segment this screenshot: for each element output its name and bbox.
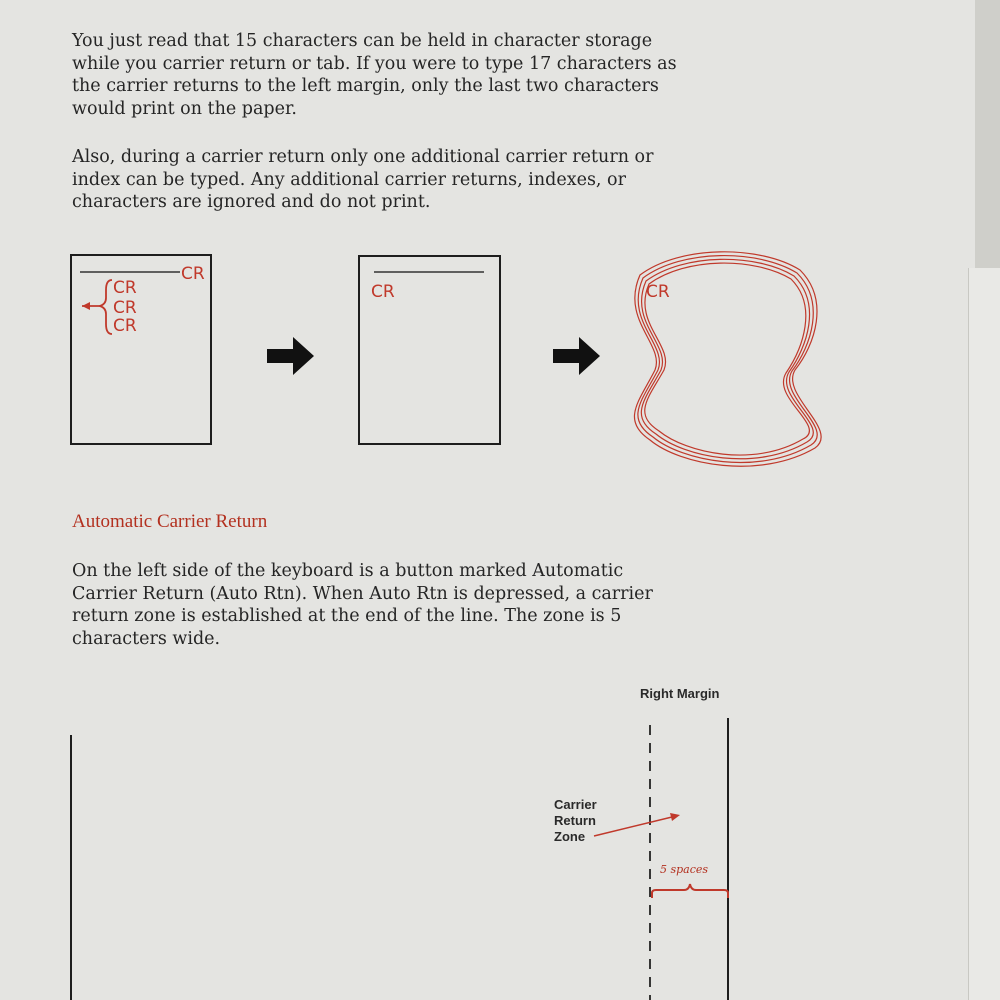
zone-label-line-1: Carrier — [554, 797, 597, 812]
zone-label-line-3: Zone — [554, 829, 586, 844]
section-heading: Automatic Carrier Return — [72, 511, 268, 532]
cr-label-stack-2: CR — [113, 298, 137, 318]
paragraph-character-storage: You just read that 15 characters can be held in character storage while you carrier return or tab. If you were to type 17 characters as the carrier returns to the left margin, only the last two characters would print on the paper. — [72, 31, 677, 119]
cr-label-stack-1: CR — [113, 278, 137, 298]
carrier-return-zone-label — [554, 797, 597, 845]
brace-icon — [100, 280, 112, 334]
right-arrow-icon-1 — [267, 337, 314, 375]
spaces-note: 5 spaces — [660, 863, 709, 876]
right-margin-label: Right Margin — [640, 686, 720, 701]
left-arrow-icon — [82, 302, 90, 310]
right-arrow-icon-2 — [553, 337, 600, 375]
cr-label-page-3: CR — [646, 282, 670, 302]
zone-width-brace-icon — [652, 884, 728, 898]
zone-pointer-line — [594, 817, 672, 836]
cr-label-stack-3: CR — [113, 316, 137, 336]
cr-label-top: CR — [181, 264, 205, 284]
paragraph-auto-return: On the left side of the keyboard is a button marked Automatic Carrier Return (Auto Rtn). When Auto Rtn is depressed, a carrier return zone is established at the end of the line. The zone is 5 characters wide. — [72, 561, 653, 649]
zone-pointer-arrow-icon — [670, 813, 680, 821]
paragraph-carrier-return-limit: Also, during a carrier return only one additional carrier return or index can be typed. Any additional carrier returns, indexes, or characters are ignored and do not print. — [72, 147, 654, 212]
cr-label-page-2: CR — [371, 282, 395, 302]
zone-label-line-2: Return — [554, 813, 596, 828]
